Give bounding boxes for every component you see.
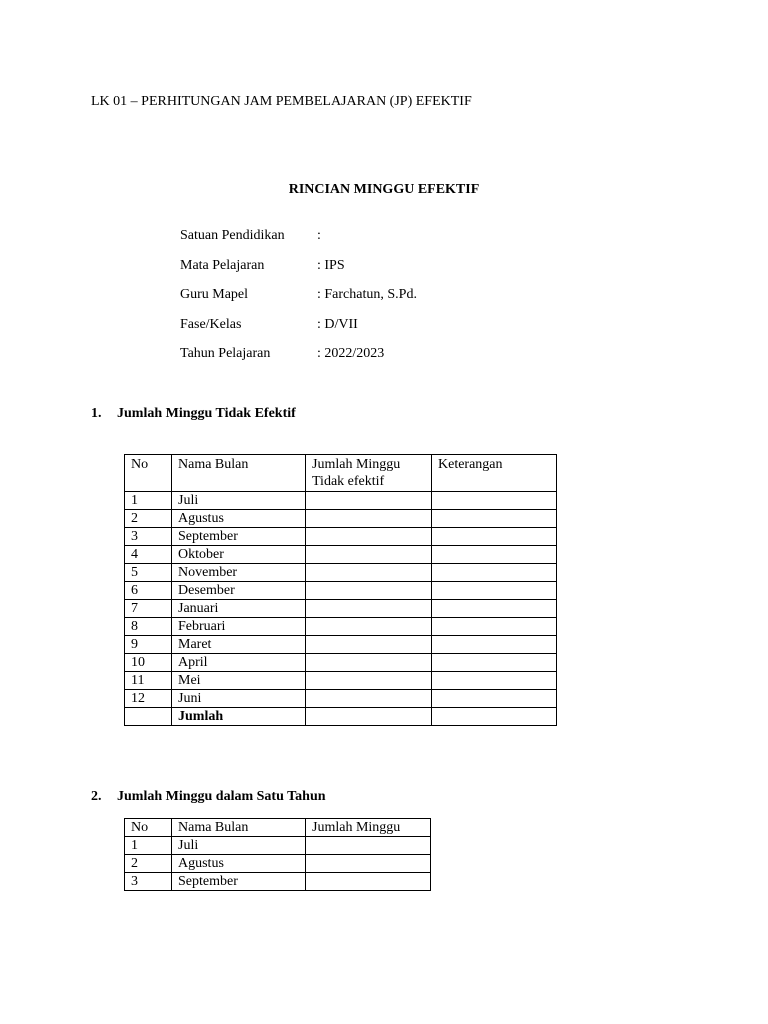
cell-jumlah [306,600,432,618]
info-value: : D/VII [317,316,358,332]
table-row [125,855,431,873]
section1-title: Jumlah Minggu Tidak Efektif [117,406,296,421]
cell-keterangan [432,672,557,690]
cell-no [125,708,172,726]
cell-bulan: Juni [172,690,306,708]
cell-jumlah [306,873,431,891]
cell-jumlah [306,564,432,582]
section2-heading [91,789,326,805]
table-row [125,672,557,690]
info-value: : [317,228,321,243]
cell-no: 10 [125,654,172,672]
cell-no: 1 [125,837,172,855]
table-row [125,582,557,600]
info-label: Fase/Kelas [180,316,242,332]
info-value: : Farchatun, S.Pd. [317,287,417,302]
table-header-row [125,455,557,492]
table-minggu-satu-tahun [124,818,431,891]
cell-keterangan [432,546,557,564]
cell-jumlah [306,690,432,708]
info-row-mata-pelajaran [180,258,417,288]
table-header-row [125,819,431,837]
table-row [125,564,557,582]
table-row [125,510,557,528]
table-total-row [125,708,557,726]
cell-no: 7 [125,600,172,618]
table-row [125,600,557,618]
cell-jumlah [306,654,432,672]
cell-keterangan [432,528,557,546]
table-row [125,873,431,891]
info-value: : IPS [317,257,345,273]
cell-jumlah [306,492,432,510]
cell-bulan: September [172,873,306,891]
cell-keterangan [432,582,557,600]
table-row [125,690,557,708]
table-row [125,546,557,564]
info-label: Satuan Pendidikan [180,228,285,243]
cell-no: 9 [125,636,172,654]
cell-no: 4 [125,546,172,564]
header-nama-bulan: Nama Bulan [172,819,306,837]
cell-jumlah [306,582,432,600]
cell-bulan: September [172,528,306,546]
table-row [125,492,557,510]
info-label: Tahun Pelajaran [180,346,271,361]
cell-no: 8 [125,618,172,636]
cell-no: 5 [125,564,172,582]
table-row [125,636,557,654]
cell-keterangan [432,564,557,582]
header-no: No [125,455,172,492]
cell-bulan: April [172,654,306,672]
table-minggu-tidak-efektif [124,454,557,726]
cell-jumlah [306,510,432,528]
header-jumlah-minggu: Jumlah Minggu [306,819,431,837]
cell-bulan: Desember [172,582,306,600]
cell-jumlah [306,672,432,690]
cell-bulan: Mei [172,672,306,690]
info-row-fase-kelas [180,317,417,347]
cell-keterangan [432,510,557,528]
info-value: : 2022/2023 [317,346,385,361]
cell-bulan: Juli [172,837,306,855]
section2-title: Jumlah Minggu dalam Satu Tahun [117,789,326,804]
cell-jumlah [306,837,431,855]
cell-bulan: Januari [172,600,306,618]
document-title: LK 01 – PERHITUNGAN JAM PEMBELAJARAN (JP) EFEKTIF [91,94,472,109]
section-title: RINCIAN MINGGU EFEKTIF [288,182,480,197]
cell-keterangan [432,636,557,654]
table-row [125,837,431,855]
cell-bulan: Februari [172,618,306,636]
cell-keterangan [432,492,557,510]
cell-no: 12 [125,690,172,708]
header-nama-bulan: Nama Bulan [172,455,306,492]
info-row-tahun-pelajaran [180,346,417,376]
cell-jumlah [306,546,432,564]
header-jumlah-minggu: Jumlah Minggu Tidak efektif [306,455,432,492]
cell-keterangan [432,708,557,726]
header-keterangan: Keterangan [432,455,557,492]
cell-no: 11 [125,672,172,690]
table-row [125,528,557,546]
cell-jumlah [306,855,431,873]
cell-no: 3 [125,528,172,546]
cell-bulan: Agustus [172,855,306,873]
info-label: Guru Mapel [180,287,249,302]
cell-bulan: Agustus [172,510,306,528]
total-label: Jumlah [172,708,306,726]
cell-jumlah [306,708,432,726]
cell-no: 1 [125,492,172,510]
cell-no: 2 [125,855,172,873]
info-row-guru-mapel [180,287,417,317]
info-row-satuan-pendidikan [180,228,417,258]
cell-keterangan [432,600,557,618]
cell-bulan: November [172,564,306,582]
section1-heading [91,406,296,422]
cell-no: 6 [125,582,172,600]
table-row [125,618,557,636]
cell-bulan: Oktober [172,546,306,564]
cell-jumlah [306,636,432,654]
cell-keterangan [432,618,557,636]
info-block [180,228,417,376]
table-row [125,654,557,672]
cell-no: 2 [125,510,172,528]
cell-keterangan [432,654,557,672]
cell-keterangan [432,690,557,708]
info-label: Mata Pelajaran [180,257,265,273]
cell-bulan: Maret [172,636,306,654]
cell-no: 3 [125,873,172,891]
section2-number: 2. [91,789,102,804]
cell-jumlah [306,528,432,546]
section1-number: 1. [91,406,102,421]
cell-bulan: Juli [172,492,306,510]
cell-jumlah [306,618,432,636]
header-no: No [125,819,172,837]
